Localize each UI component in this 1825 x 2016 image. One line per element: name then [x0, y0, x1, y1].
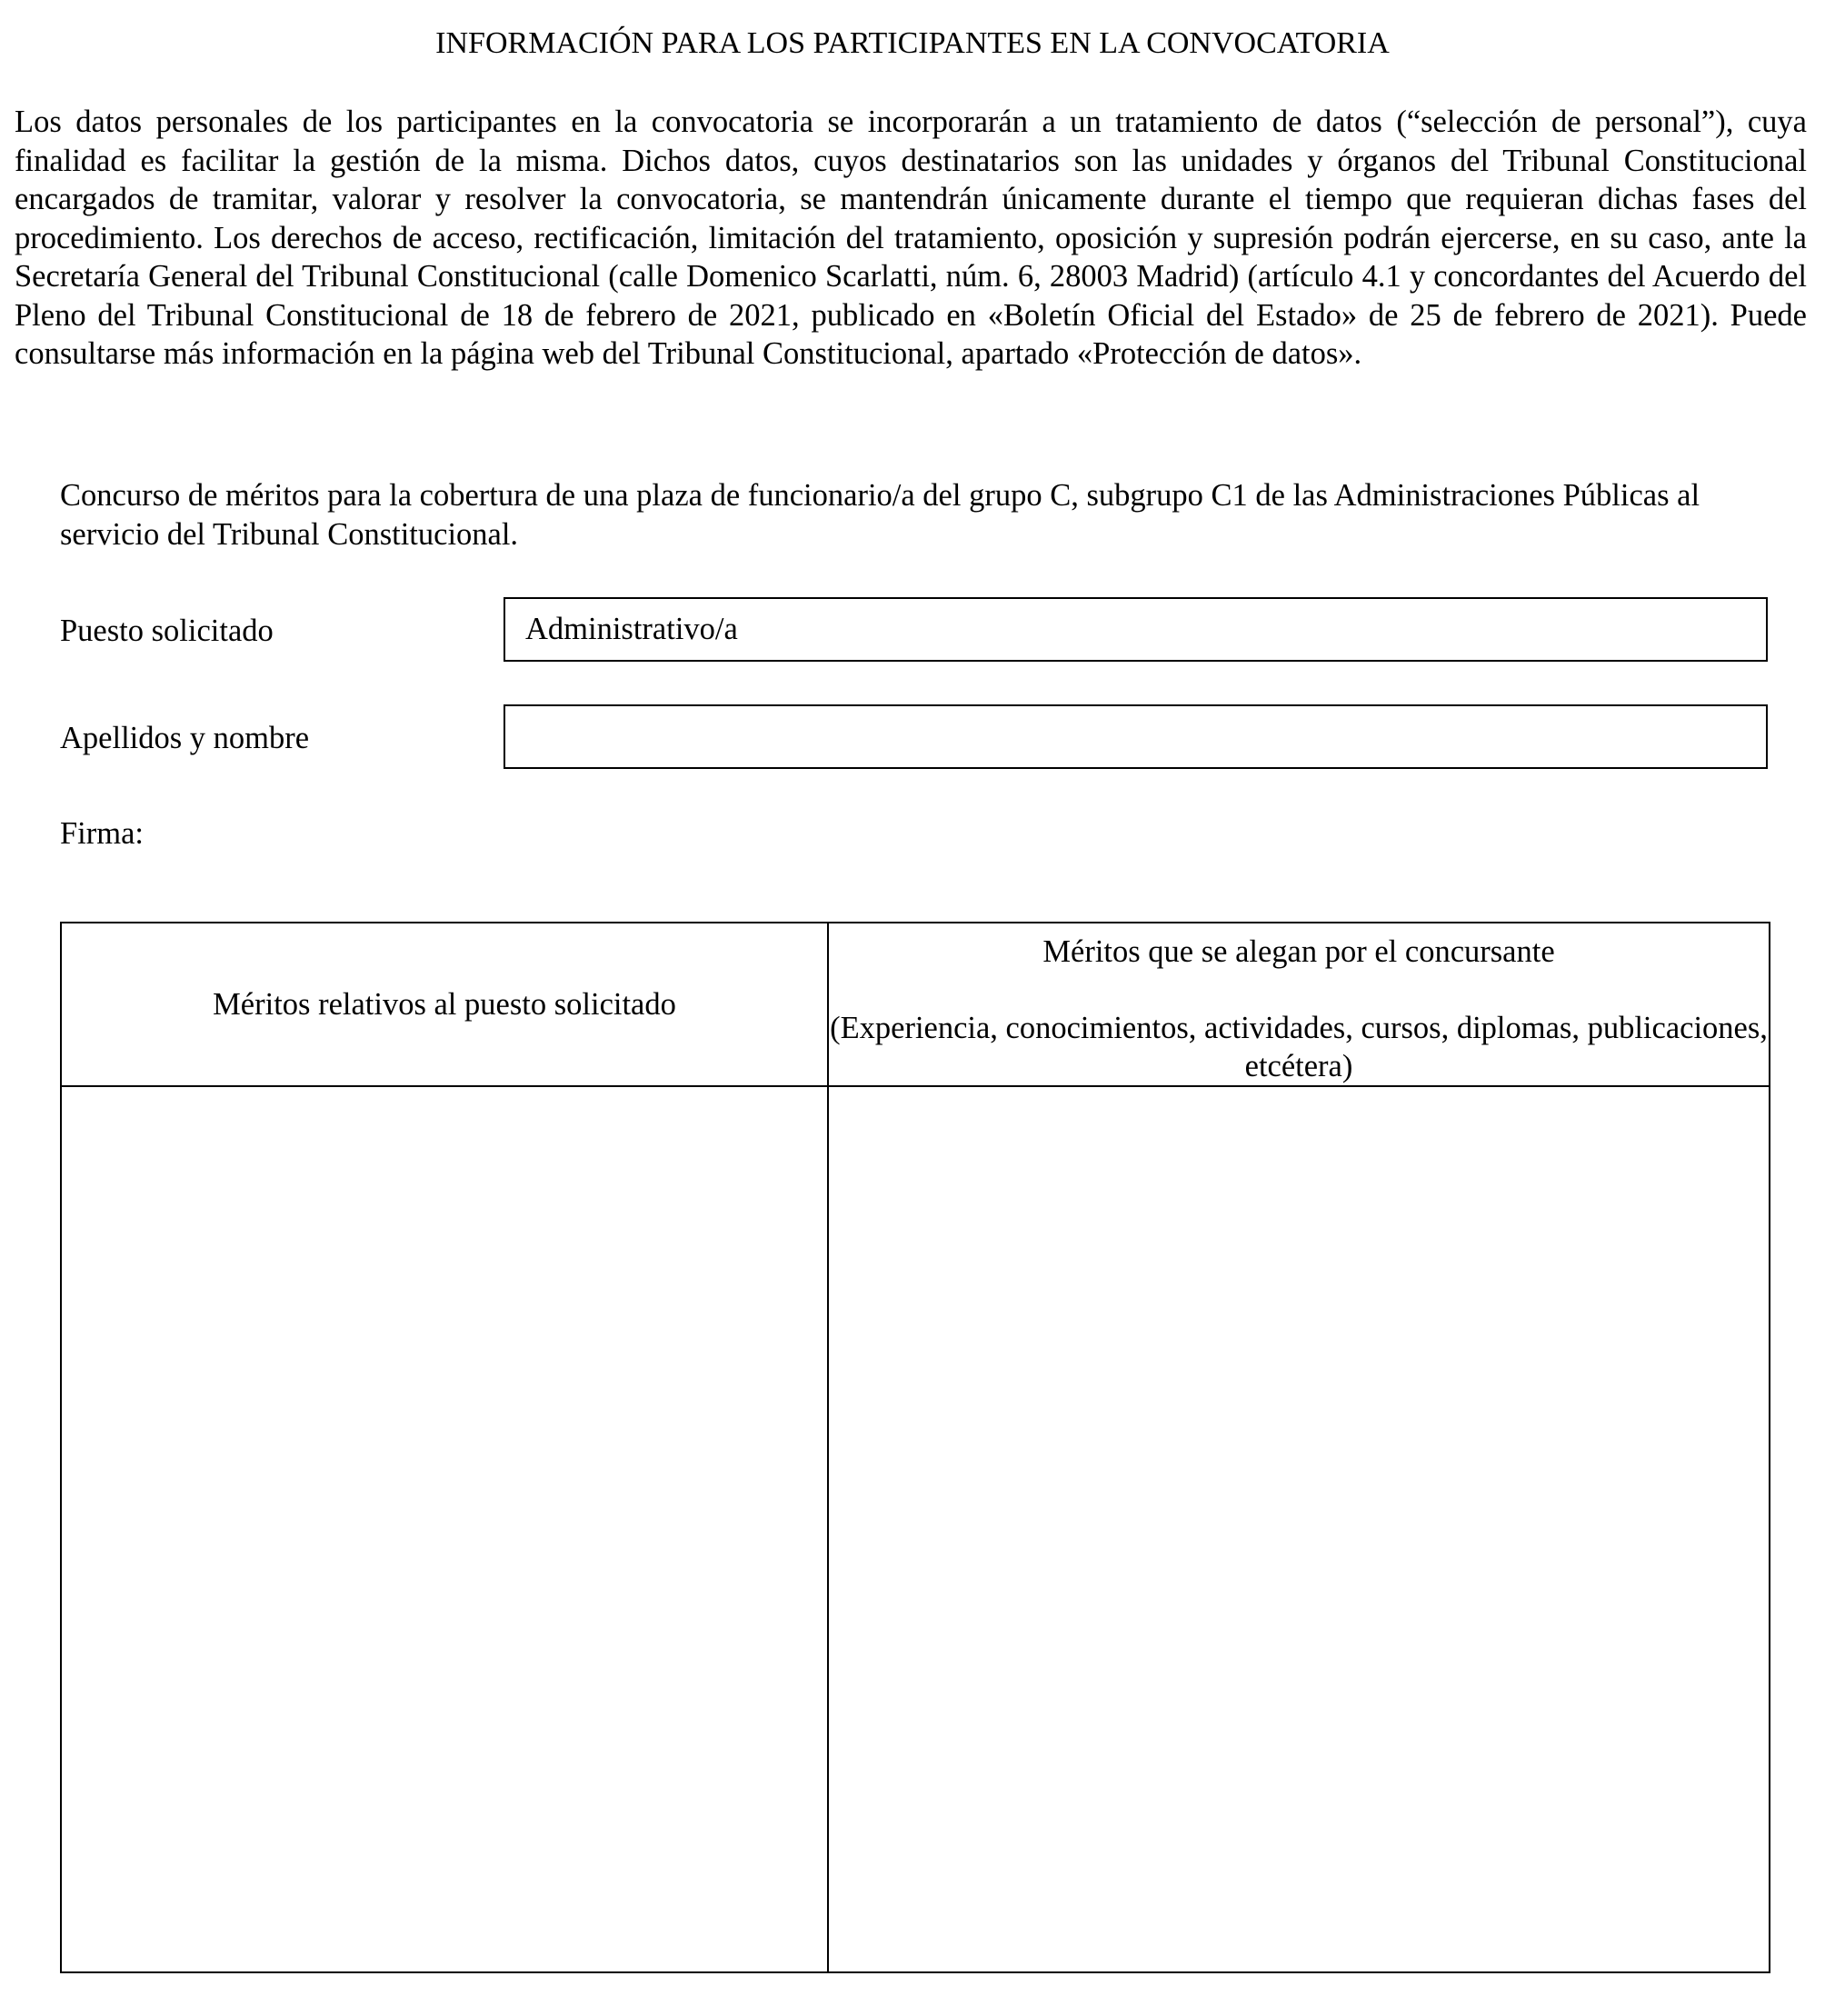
position-field[interactable]	[504, 597, 1768, 662]
merits-position-header	[61, 923, 828, 1086]
table-row	[61, 1086, 1770, 1972]
position-label: Puesto solicitado	[60, 614, 274, 648]
signature-label: Firma:	[60, 816, 144, 851]
merits-position-header-label: Méritos relativos al puesto solicitado	[213, 987, 676, 1022]
merits-position-cell[interactable]	[61, 1086, 828, 1972]
merits-claimed-header	[828, 923, 1770, 1086]
merits-table	[60, 922, 1770, 1973]
merits-claimed-cell[interactable]	[828, 1086, 1770, 1972]
merits-claimed-header-label: Méritos que se alegan por el concursante	[1042, 934, 1555, 969]
page-title: INFORMACIÓN PARA LOS PARTICIPANTES EN LA CONVOCATORIA	[435, 26, 1390, 60]
privacy-notice: Los datos personales de los participantes en la convocatoria se incorporarán a un tratamiento de datos (“selección de personal”), cuya finalidad es facilitar la gestión de la misma. Dichos datos, cuyos destinatarios son las unidades y órganos del Tribunal Constitucional encargados de tramitar, valorar y resolver la convocatoria, se mantendrán únicamente durante el tiempo que requieran dichas fases del procedimiento. Los derechos de acceso, rectificación, limitación del tratamiento, oposición y supresión podrán ejercerse, en su caso, ante la Secretaría General del Tribunal Constitucional (calle Domenico Scarlatti, núm. 6, 28003 Madrid) (artículo 4.1 y concordantes del Acuerdo del Pleno del Tribunal Constitucional de 18 de febrero de 2021, publicado en «Boletín Oficial del Estado» de 25 de febrero de 2021). Puede consultarse más información en la página web del Tribunal Constitucional, apartado «Protección de datos».	[15, 105, 1807, 371]
merits-claimed-header-note: (Experiencia, conocimientos, actividades, cursos, diplomas, publicaciones, etcétera)	[830, 1011, 1768, 1083]
table-header-row	[61, 923, 1770, 1086]
contest-description: Concurso de méritos para la cobertura de una plaza de funcionario/a del grupo C, subgrupo C1 de las Administraciones Públicas al servicio del Tribunal Constitucional.	[60, 478, 1700, 552]
name-label: Apellidos y nombre	[60, 721, 310, 755]
name-field[interactable]	[504, 704, 1768, 769]
